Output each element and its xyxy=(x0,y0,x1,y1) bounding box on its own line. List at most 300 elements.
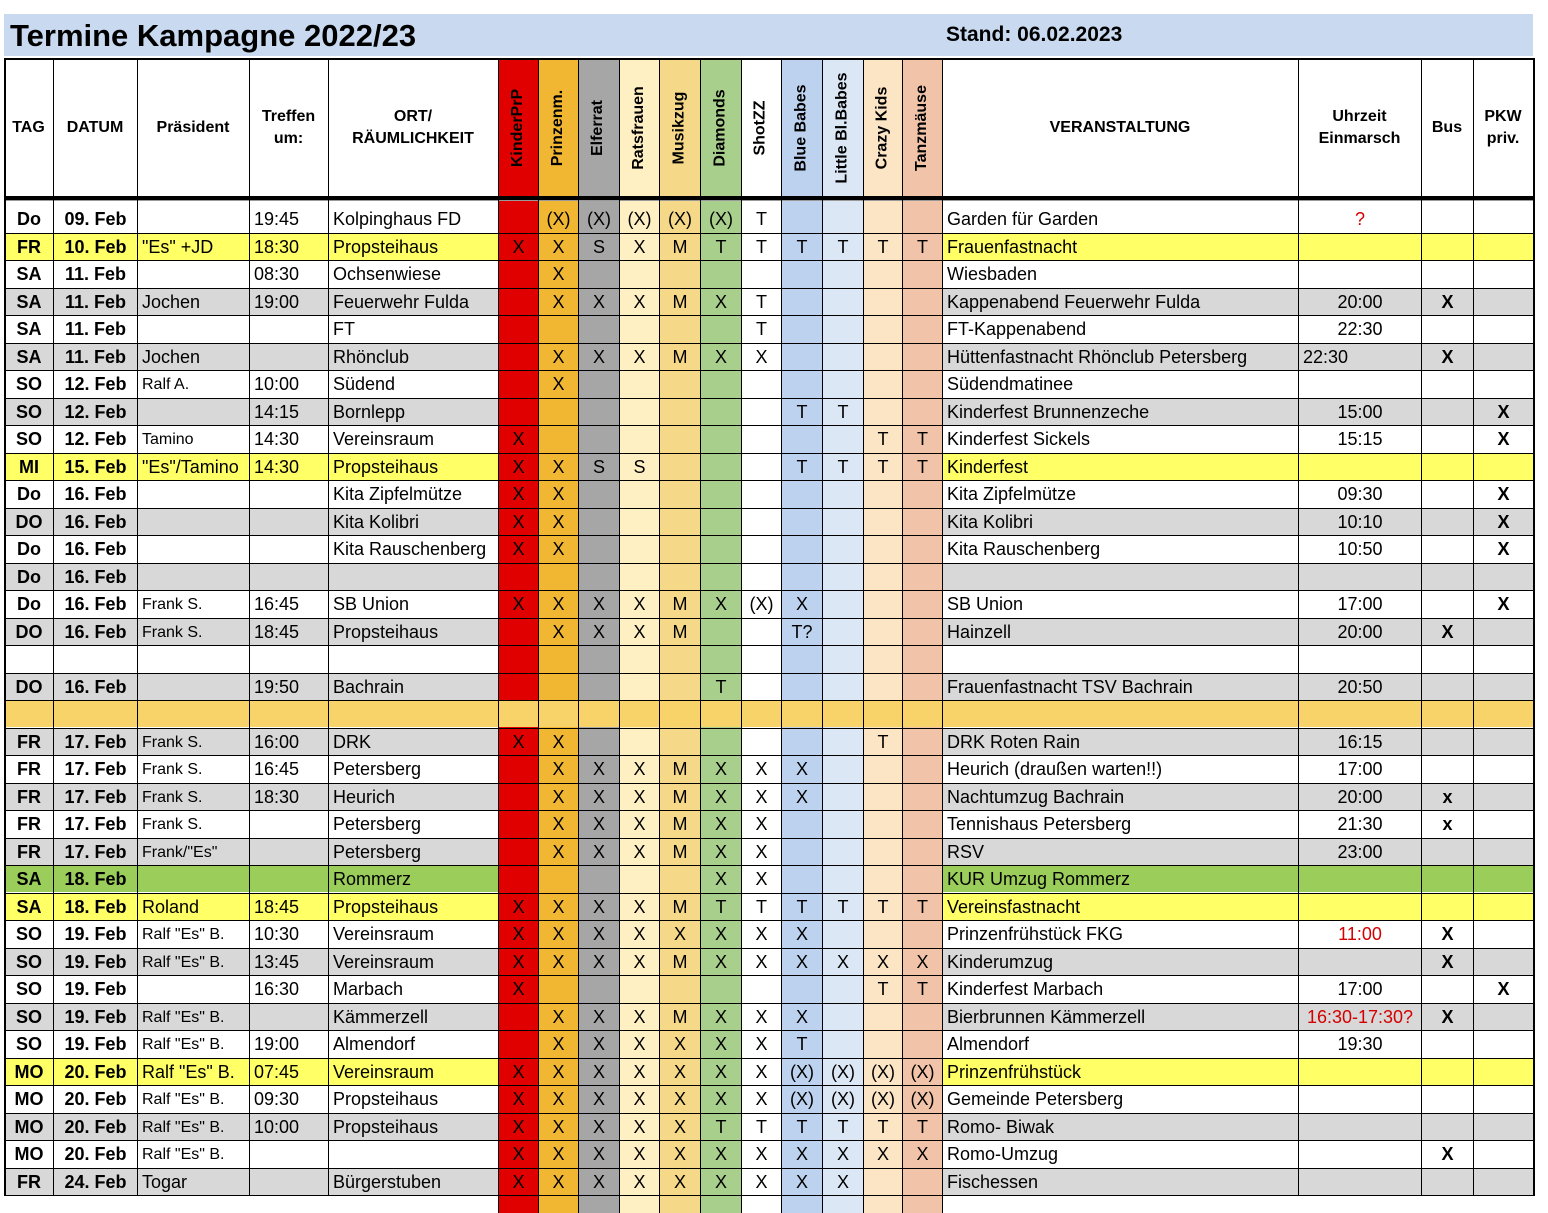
cell-group-mark xyxy=(903,316,942,342)
cell-ort: Vereinsraum xyxy=(329,426,498,452)
cell-group-mark: X xyxy=(512,896,525,917)
column-divider xyxy=(741,58,742,1213)
column-divider xyxy=(659,58,660,1213)
table-row xyxy=(4,866,1533,894)
cell-veranstaltung: Kinderfest Brunnenzeche xyxy=(943,399,1298,425)
cell-group-mark xyxy=(823,316,863,342)
table-row xyxy=(4,894,1533,922)
cell-group-mark xyxy=(620,701,659,727)
cell-group-mark xyxy=(864,564,902,590)
cell-uhrzeit: 11:00 xyxy=(1299,921,1421,947)
cell-datum: 19. Feb xyxy=(54,949,137,975)
cell-bus xyxy=(1422,481,1473,507)
cell-group-mark: X xyxy=(673,1144,686,1164)
cell-group-mark: T xyxy=(877,731,889,752)
cell-group-mark xyxy=(823,921,863,947)
hdr-ort-label: ORT/ RÄUMLICHKEIT xyxy=(352,108,474,147)
cell-group-mark: X xyxy=(552,511,565,532)
cell-datum: 16. Feb xyxy=(54,481,137,507)
cell-tag: Do xyxy=(5,481,53,507)
cell-group-mark xyxy=(579,261,619,287)
cell-group-mark xyxy=(620,536,659,562)
cell-treffen: 18:45 xyxy=(250,619,328,645)
cell-group-mark xyxy=(903,729,942,755)
cell-group-mark: T xyxy=(837,236,849,257)
hdr-group-8-label: Little Bl.Babes xyxy=(833,72,851,184)
cell-group-mark: (X) xyxy=(831,1061,855,1082)
cell-group-mark xyxy=(742,261,781,287)
cell-group-mark: X xyxy=(552,1034,565,1054)
cell-treffen: 18:30 xyxy=(250,234,328,260)
cell-tag: FR xyxy=(5,234,53,260)
cell-group-mark xyxy=(660,261,700,287)
cell-tag: SO xyxy=(5,976,53,1002)
cell-tag xyxy=(5,646,53,672)
cell-group-mark: X xyxy=(755,869,768,889)
cell-group-mark: X xyxy=(795,786,808,807)
cell-veranstaltung: Nachtumzug Bachrain xyxy=(943,784,1298,810)
cell-group-mark xyxy=(782,701,822,727)
cell-group-mark: X xyxy=(633,841,646,862)
cell-praesident: Frank S. xyxy=(138,591,249,617)
cell-group-mark xyxy=(823,564,863,590)
cell-uhrzeit: 16:15 xyxy=(1299,729,1421,755)
cell-group-mark: X xyxy=(552,1089,565,1109)
table-row xyxy=(4,564,1533,592)
cell-uhrzeit xyxy=(1299,1059,1421,1085)
cell-group-mark xyxy=(579,976,619,1002)
cell-treffen: 13:45 xyxy=(250,949,328,975)
cell-uhrzeit xyxy=(1299,371,1421,397)
cell-datum: 16. Feb xyxy=(54,591,137,617)
cell-uhrzeit: 10:50 xyxy=(1299,536,1421,562)
cell-datum: 19. Feb xyxy=(54,921,137,947)
column-divider xyxy=(1473,58,1474,1196)
cell-veranstaltung: Kita Zipfelmütze xyxy=(943,481,1298,507)
cell-praesident: Frank S. xyxy=(138,619,249,645)
hdr-group-1 xyxy=(538,58,578,198)
cell-group-mark: X xyxy=(592,1061,605,1082)
cell-group-mark: X xyxy=(512,594,525,614)
cell-treffen: 16:45 xyxy=(250,591,328,617)
cell-group-mark xyxy=(701,729,741,755)
cell-group-mark: X xyxy=(633,1089,646,1109)
hdr-group-5-label: Diamonds xyxy=(711,89,729,167)
cell-group-mark xyxy=(742,371,781,397)
cell-veranstaltung: Frauenfastnacht xyxy=(943,234,1298,260)
cell-ort: Vereinsraum xyxy=(329,921,498,947)
cell-bus xyxy=(1422,839,1473,865)
cell-veranstaltung: Hüttenfastnacht Rhönclub Petersberg xyxy=(943,344,1298,370)
cell-group-mark: X xyxy=(714,1144,727,1164)
cell-pkw xyxy=(1474,1169,1533,1195)
cell-group-mark xyxy=(701,536,741,562)
cell-veranstaltung: Almendorf xyxy=(943,1031,1298,1057)
cell-group-mark: X xyxy=(633,346,646,367)
cell-uhrzeit: 16:30-17:30? xyxy=(1299,1004,1421,1030)
cell-tag: FR xyxy=(5,811,53,837)
cell-group-mark xyxy=(903,1004,942,1030)
cell-datum: 24. Feb xyxy=(54,1169,137,1195)
cell-group-mark: X xyxy=(673,924,686,944)
cell-group-mark xyxy=(823,619,863,645)
cell-group-mark xyxy=(823,1004,863,1030)
cell-group-mark xyxy=(701,619,741,645)
cell-pkw xyxy=(1474,261,1533,287)
cell-tag: FR xyxy=(5,729,53,755)
table-row xyxy=(4,1086,1533,1114)
cell-group-mark xyxy=(742,509,781,535)
cell-group-mark xyxy=(539,646,578,672)
cell-group-mark: X xyxy=(512,1171,525,1192)
cell-bus: X xyxy=(1422,921,1473,947)
cell-group-mark xyxy=(742,399,781,425)
cell-group-mark: X xyxy=(755,841,768,862)
cell-group-mark: X xyxy=(552,621,565,642)
cell-group-mark: M xyxy=(672,896,688,917)
cell-uhrzeit: 09:30 xyxy=(1299,481,1421,507)
cell-uhrzeit: ? xyxy=(1299,206,1421,232)
hdr-praesident-label: Präsident xyxy=(156,119,230,136)
cell-uhrzeit xyxy=(1299,261,1421,287)
column-divider xyxy=(4,58,6,1196)
cell-praesident: Ralf "Es" B. xyxy=(138,1059,249,1085)
table-row xyxy=(4,1004,1533,1032)
table-row xyxy=(4,426,1533,454)
cell-praesident: Ralf "Es" B. xyxy=(138,1086,249,1112)
cell-praesident: "Es" +JD xyxy=(138,234,249,260)
cell-group-mark: (X) xyxy=(546,209,571,229)
cell-group-mark xyxy=(864,1004,902,1030)
cell-group-mark: X xyxy=(512,1061,525,1082)
cell-ort: FT xyxy=(329,316,498,342)
cell-uhrzeit xyxy=(1299,894,1421,920)
cell-praesident: Ralf "Es" B. xyxy=(138,949,249,975)
cell-bus xyxy=(1422,509,1473,535)
cell-group-mark xyxy=(903,536,942,562)
cell-pkw xyxy=(1474,1114,1533,1140)
cell-ort: Kolpinghaus FD xyxy=(329,206,498,232)
cell-group-mark: X xyxy=(592,1089,605,1109)
cell-group-mark: T xyxy=(796,896,808,917)
cell-group-mark xyxy=(782,426,822,452)
cell-group-mark xyxy=(660,976,700,1002)
hdr-group-0-label: KinderPrP xyxy=(509,88,526,168)
cell-group-mark: X xyxy=(552,1006,565,1027)
cell-uhrzeit xyxy=(1299,949,1421,975)
cell-group-mark: T xyxy=(715,676,727,697)
cell-group-mark: X xyxy=(552,456,565,477)
cell-group-mark: X xyxy=(795,1144,808,1164)
cell-group-mark: X xyxy=(714,291,727,312)
hdr-praesident xyxy=(137,58,249,198)
cell-group-mark: X xyxy=(552,1061,565,1082)
cell-group-mark xyxy=(864,591,902,617)
cell-group-mark: X xyxy=(755,1171,768,1192)
cell-uhrzeit xyxy=(1299,866,1421,892)
cell-group-mark xyxy=(579,316,619,342)
cell-group-mark xyxy=(864,1031,902,1057)
cell-bus xyxy=(1422,1169,1473,1195)
column-divider xyxy=(619,58,620,1213)
cell-group-mark xyxy=(782,316,822,342)
cell-praesident xyxy=(138,536,249,562)
cell-group-mark xyxy=(701,701,741,727)
hdr-group-8 xyxy=(822,58,863,198)
table-row xyxy=(4,729,1533,757)
cell-group-mark: M xyxy=(672,841,688,862)
cell-treffen xyxy=(250,564,328,590)
cell-group-mark: M xyxy=(672,346,688,367)
cell-group-mark xyxy=(903,866,942,892)
cell-praesident: Ralf "Es" B. xyxy=(138,1031,249,1057)
cell-group-mark xyxy=(620,481,659,507)
cell-praesident: Frank S. xyxy=(138,729,249,755)
cell-group-mark xyxy=(620,426,659,452)
cell-group-mark: X xyxy=(552,951,565,972)
cell-group-mark xyxy=(823,1031,863,1057)
hdr-group-10 xyxy=(902,58,942,198)
cell-group-mark xyxy=(903,811,942,837)
cell-uhrzeit: 19:30 xyxy=(1299,1031,1421,1057)
cell-datum: 17. Feb xyxy=(54,729,137,755)
cell-praesident xyxy=(138,866,249,892)
cell-group-mark xyxy=(742,674,781,700)
cell-group-mark xyxy=(660,674,700,700)
cell-group-mark xyxy=(903,564,942,590)
cell-group-mark xyxy=(782,646,822,672)
cell-group-mark: X xyxy=(795,594,808,614)
table-row xyxy=(4,756,1533,784)
cell-ort: Bürgerstuben xyxy=(329,1169,498,1195)
cell-group-mark: T xyxy=(715,896,727,917)
cell-group-mark: (X) xyxy=(790,1089,814,1109)
cell-group-mark xyxy=(660,729,700,755)
hdr-bus xyxy=(1421,58,1473,198)
cell-group-mark: X xyxy=(592,1116,605,1137)
cell-ort: Propsteihaus xyxy=(329,454,498,480)
cell-veranstaltung: Prinzenfrühstück xyxy=(943,1059,1298,1085)
cell-group-mark xyxy=(660,646,700,672)
cell-group-mark xyxy=(620,564,659,590)
cell-group-mark: M xyxy=(672,1006,688,1027)
cell-group-mark: X xyxy=(755,951,768,972)
cell-veranstaltung: Kinderfest Sickels xyxy=(943,426,1298,452)
cell-praesident: Frank S. xyxy=(138,756,249,782)
cell-group-mark: X xyxy=(633,594,646,614)
table-row xyxy=(4,1169,1533,1197)
cell-group-mark xyxy=(579,674,619,700)
cell-group-mark xyxy=(660,509,700,535)
cell-group-mark: X xyxy=(714,346,727,367)
cell-group-mark xyxy=(499,839,538,865)
cell-veranstaltung: FT-Kappenabend xyxy=(943,316,1298,342)
cell-datum: 19. Feb xyxy=(54,1004,137,1030)
hdr-group-7-label: Blue Babes xyxy=(792,84,810,172)
cell-group-mark: T? xyxy=(791,621,813,642)
cell-group-mark: X xyxy=(633,1116,646,1137)
cell-bus: X xyxy=(1422,619,1473,645)
cell-group-mark xyxy=(903,1031,942,1057)
cell-group-mark xyxy=(782,371,822,397)
cell-group-mark: X xyxy=(592,1034,605,1054)
cell-veranstaltung: SB Union xyxy=(943,591,1298,617)
cell-group-mark: X xyxy=(633,236,646,257)
cell-ort: Kämmerzell xyxy=(329,1004,498,1030)
cell-group-mark xyxy=(620,866,659,892)
cell-group-mark xyxy=(823,371,863,397)
cell-group-mark xyxy=(864,1169,902,1195)
cell-datum: 18. Feb xyxy=(54,894,137,920)
cell-ort: Rhönclub xyxy=(329,344,498,370)
hdr-treffen-label: Treffen um: xyxy=(261,108,316,147)
column-divider xyxy=(578,58,579,1213)
cell-group-mark: T xyxy=(756,896,767,917)
cell-treffen: 18:45 xyxy=(250,894,328,920)
cell-group-mark xyxy=(903,509,942,535)
cell-group-mark xyxy=(742,454,781,480)
cell-group-mark: X xyxy=(633,1171,646,1192)
column-divider xyxy=(137,58,138,1196)
table-row xyxy=(4,481,1533,509)
hdr-veranstaltung-label: VERANSTALTUNG xyxy=(1049,119,1191,136)
cell-group-mark: (X) xyxy=(910,1061,935,1082)
column-divider xyxy=(700,58,701,1213)
cell-treffen: 16:30 xyxy=(250,976,328,1002)
cell-group-mark: X xyxy=(512,484,525,504)
cell-group-mark: (X) xyxy=(871,1061,895,1082)
cell-group-mark xyxy=(701,976,741,1002)
cell-group-mark xyxy=(539,399,578,425)
cell-group-mark xyxy=(499,371,538,397)
cell-treffen: 09:30 xyxy=(250,1086,328,1112)
cell-uhrzeit: 22:30 xyxy=(1299,316,1421,342)
cell-tag: SA xyxy=(5,344,53,370)
cell-group-mark: X xyxy=(512,539,525,559)
cell-bus xyxy=(1422,1086,1473,1112)
cell-tag: SA xyxy=(5,866,53,892)
cell-group-mark xyxy=(499,674,538,700)
cell-group-mark xyxy=(579,509,619,535)
cell-group-mark xyxy=(499,756,538,782)
cell-group-mark xyxy=(864,839,902,865)
cell-group-mark xyxy=(701,509,741,535)
cell-group-mark xyxy=(823,536,863,562)
cell-group-mark xyxy=(864,316,902,342)
cell-group-mark xyxy=(903,1169,942,1195)
cell-group-mark xyxy=(782,674,822,700)
hdr-datum xyxy=(53,58,137,198)
cell-group-mark xyxy=(701,454,741,480)
cell-uhrzeit: 15:15 xyxy=(1299,426,1421,452)
table-row xyxy=(4,839,1533,867)
cell-bus: X xyxy=(1422,1141,1473,1167)
cell-pkw: X xyxy=(1474,976,1533,1002)
table-row xyxy=(4,399,1533,427)
cell-tag: DO xyxy=(5,509,53,535)
cell-group-mark xyxy=(823,261,863,287)
cell-bus xyxy=(1422,261,1473,287)
cell-group-mark xyxy=(660,454,700,480)
cell-group-mark xyxy=(864,536,902,562)
cell-ort: Südend xyxy=(329,371,498,397)
cell-group-mark xyxy=(620,261,659,287)
cell-praesident xyxy=(138,646,249,672)
cell-praesident: "Es"/Tamino xyxy=(138,454,249,480)
cell-pkw xyxy=(1474,756,1533,782)
cell-group-mark: T xyxy=(715,1116,727,1137)
cell-group-mark xyxy=(579,701,619,727)
cell-group-mark xyxy=(620,976,659,1002)
cell-tag: SA xyxy=(5,316,53,342)
cell-group-mark: T xyxy=(877,456,889,477)
table-row xyxy=(4,674,1533,702)
cell-group-mark: X xyxy=(714,1171,727,1192)
cell-group-mark xyxy=(823,481,863,507)
cell-group-mark: X xyxy=(876,1144,889,1164)
cell-group-mark: X xyxy=(552,346,565,367)
cell-group-mark xyxy=(620,371,659,397)
cell-group-mark xyxy=(539,701,578,727)
cell-uhrzeit: 20:50 xyxy=(1299,674,1421,700)
cell-group-mark xyxy=(903,399,942,425)
cell-group-mark: T xyxy=(917,456,928,477)
cell-veranstaltung: Prinzenfrühstück FKG xyxy=(943,921,1298,947)
cell-pkw: X xyxy=(1474,426,1533,452)
cell-group-mark: X xyxy=(714,759,727,779)
cell-group-mark: X xyxy=(552,1144,565,1164)
cell-group-mark xyxy=(864,289,902,315)
cell-veranstaltung: Kinderumzug xyxy=(943,949,1298,975)
cell-group-mark xyxy=(742,619,781,645)
cell-tag: Do xyxy=(5,536,53,562)
cell-group-mark: X xyxy=(512,1144,525,1164)
cell-uhrzeit: 20:00 xyxy=(1299,619,1421,645)
cell-uhrzeit: 20:00 xyxy=(1299,784,1421,810)
cell-group-mark: X xyxy=(755,814,768,834)
cell-group-mark xyxy=(823,646,863,672)
cell-praesident xyxy=(138,509,249,535)
cell-tag: SA xyxy=(5,289,53,315)
cell-group-mark: T xyxy=(877,1116,889,1137)
cell-group-mark: X xyxy=(633,1034,646,1054)
cell-group-mark: X xyxy=(592,621,605,642)
cell-group-mark: X xyxy=(714,869,727,889)
cell-pkw: X xyxy=(1474,399,1533,425)
cell-group-mark: T xyxy=(837,401,849,422)
cell-group-mark: X xyxy=(795,1171,808,1192)
cell-veranstaltung: Romo-Umzug xyxy=(943,1141,1298,1167)
cell-treffen xyxy=(250,701,328,727)
cell-treffen: 16:45 xyxy=(250,756,328,782)
cell-tag: SO xyxy=(5,371,53,397)
cell-group-mark: X xyxy=(673,1116,686,1137)
cell-group-mark: M xyxy=(672,814,688,834)
cell-pkw: X xyxy=(1474,509,1533,535)
cell-tag: FR xyxy=(5,756,53,782)
cell-praesident: Tamino xyxy=(138,426,249,452)
cell-treffen xyxy=(250,1004,328,1030)
cell-group-mark xyxy=(903,289,942,315)
column-divider xyxy=(863,58,864,1213)
cell-group-mark xyxy=(539,564,578,590)
cell-group-mark: X xyxy=(552,484,565,504)
cell-group-mark: X xyxy=(552,841,565,862)
cell-group-mark: X xyxy=(673,1089,686,1109)
cell-pkw xyxy=(1474,564,1533,590)
table-row xyxy=(4,1141,1533,1169)
cell-group-mark: X xyxy=(512,236,525,257)
